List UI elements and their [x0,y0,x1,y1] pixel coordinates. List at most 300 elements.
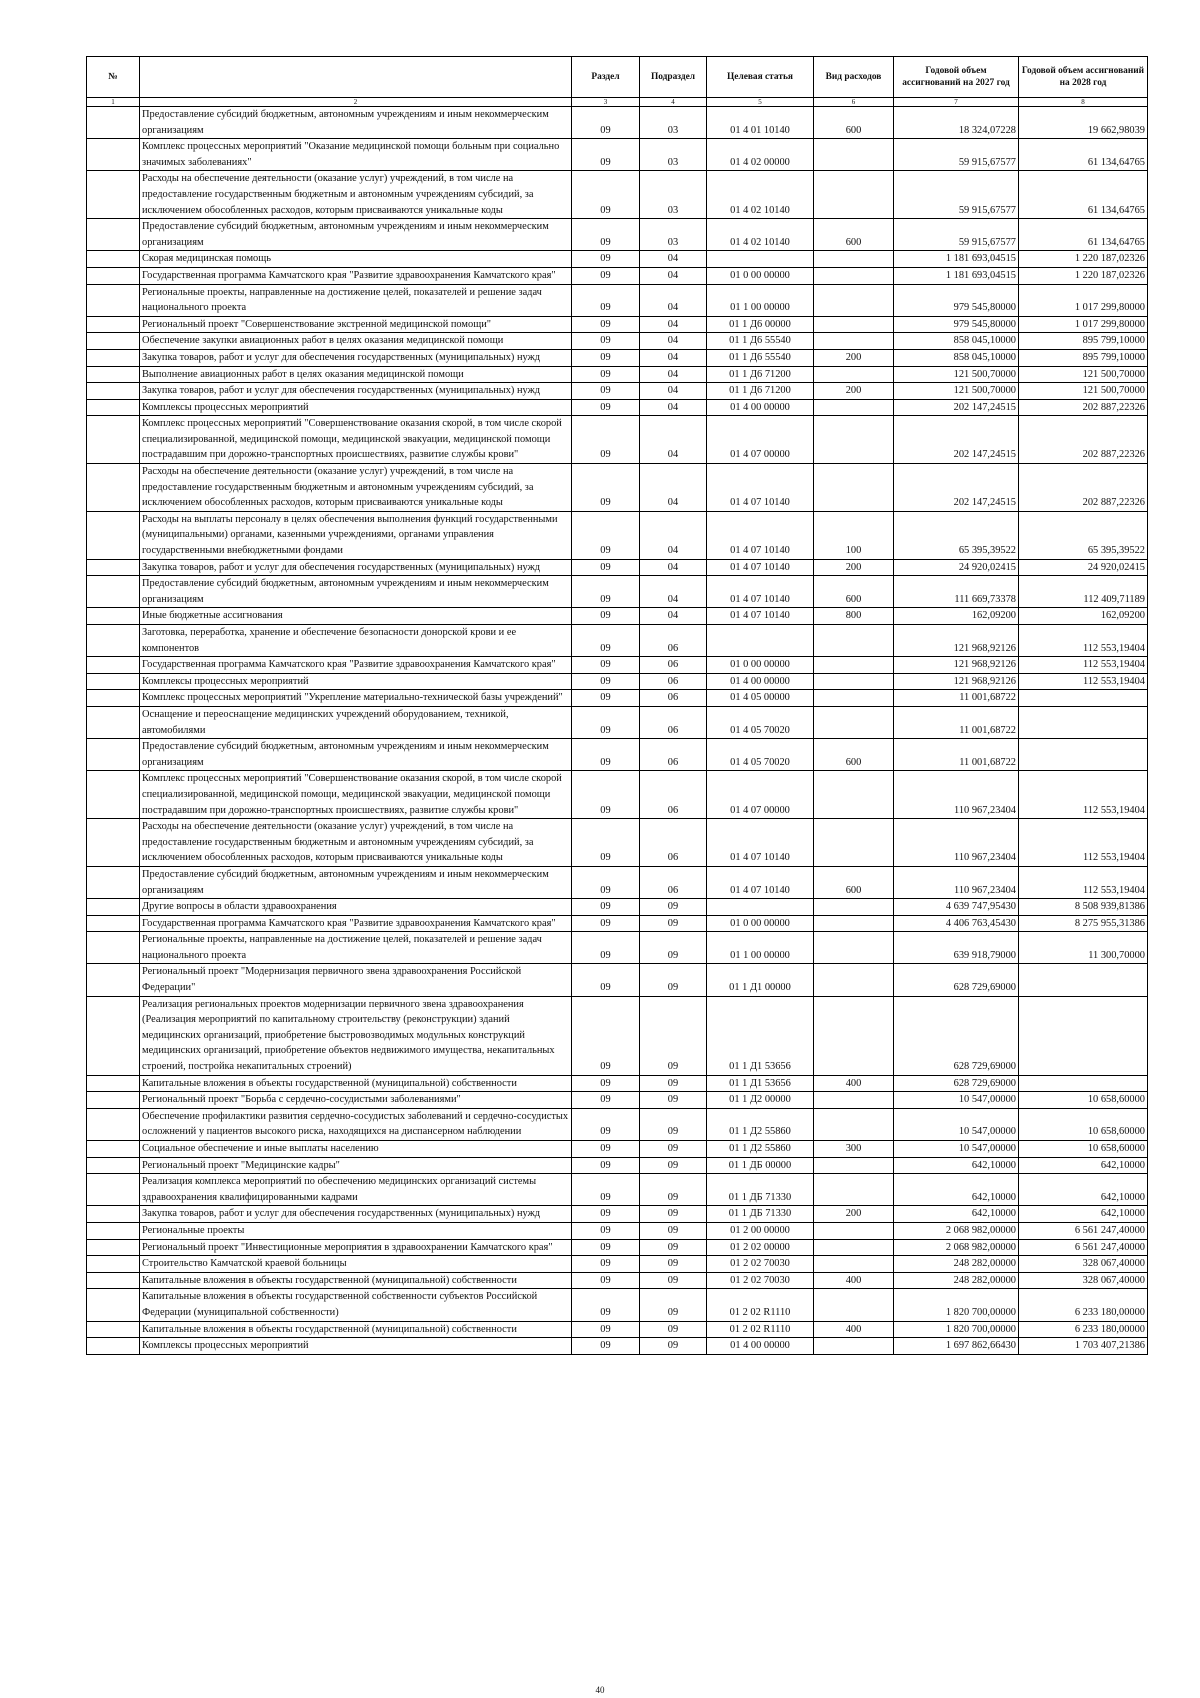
cell-name: Комплекс процессных мероприятий "Совершенствование оказания скорой, в том числе скорой специализированной, медицинской помощи, медицинской эвакуации, медицинской помощи пострадавшим при дорожно-транспортных происшествиях, развитие службы крови" [140,416,572,464]
cell-razdel: 09 [572,511,640,559]
cell-amount-2028: 328 067,40000 [1019,1272,1148,1289]
cell-name: Капитальные вложения в объекты государственной (муниципальной) собственности [140,1272,572,1289]
cell-amount-2028: 65 395,39522 [1019,511,1148,559]
cell-number [87,219,140,251]
table-row [87,366,1148,383]
cell-name: Капитальные вложения в объекты государственной (муниципальной) собственности [140,1075,572,1092]
table-row [87,932,1148,964]
cell-expense-type: 600 [814,107,894,139]
cell-amount-2028: 11 300,70000 [1019,932,1148,964]
cell-expense-type [814,625,894,657]
cell-amount-2027: 1 181 693,04515 [894,267,1019,284]
table-row [87,819,1148,867]
table-row [87,267,1148,284]
cell-expense-type: 600 [814,219,894,251]
cell-amount-2027: 121 968,92126 [894,657,1019,674]
cell-expense-type: 400 [814,1321,894,1338]
table-row [87,690,1148,707]
cell-amount-2027: 162,09200 [894,608,1019,625]
cell-amount-2028: 112 553,19404 [1019,819,1148,867]
cell-expense-type [814,316,894,333]
col-index: 7 [894,98,1019,107]
cell-podrazdel: 03 [640,107,707,139]
table-row [87,1141,1148,1158]
cell-amount-2027: 121 968,92126 [894,673,1019,690]
cell-razdel: 09 [572,1272,640,1289]
cell-podrazdel: 04 [640,511,707,559]
cell-amount-2027: 10 547,00000 [894,1108,1019,1140]
cell-number [87,996,140,1075]
cell-amount-2027: 11 001,68722 [894,706,1019,738]
cell-razdel: 09 [572,1075,640,1092]
cell-number [87,464,140,512]
cell-expense-type: 300 [814,1141,894,1158]
cell-amount-2028: 642,10000 [1019,1206,1148,1223]
table-row [87,625,1148,657]
cell-podrazdel: 09 [640,1206,707,1223]
cell-podrazdel: 04 [640,349,707,366]
cell-amount-2028: 6 233 180,00000 [1019,1321,1148,1338]
cell-name: Оснащение и переоснащение медицинских учреждений оборудованием, техникой, автомобилями [140,706,572,738]
cell-razdel: 09 [572,559,640,576]
table-row [87,399,1148,416]
cell-amount-2027: 24 920,02415 [894,559,1019,576]
cell-amount-2028: 61 134,64765 [1019,219,1148,251]
table-row [87,316,1148,333]
cell-razdel: 09 [572,139,640,171]
cell-amount-2027: 4 406 763,45430 [894,915,1019,932]
cell-name: Закупка товаров, работ и услуг для обеспечения государственных (муниципальных) нужд [140,559,572,576]
cell-amount-2027: 1 820 700,00000 [894,1321,1019,1338]
cell-podrazdel: 09 [640,1256,707,1273]
cell-podrazdel: 04 [640,608,707,625]
cell-number [87,511,140,559]
cell-name: Закупка товаров, работ и услуг для обеспечения государственных (муниципальных) нужд [140,383,572,400]
cell-podrazdel: 09 [640,1222,707,1239]
cell-expense-type: 400 [814,1075,894,1092]
cell-podrazdel: 09 [640,996,707,1075]
cell-razdel: 09 [572,819,640,867]
cell-target-article: 01 4 07 00000 [707,771,814,819]
cell-expense-type: 100 [814,511,894,559]
cell-amount-2027: 642,10000 [894,1174,1019,1206]
table-row [87,171,1148,219]
cell-target-article: 01 4 07 10140 [707,559,814,576]
cell-razdel: 09 [572,219,640,251]
cell-razdel: 09 [572,1108,640,1140]
cell-amount-2027: 2 068 982,00000 [894,1222,1019,1239]
cell-number [87,1206,140,1223]
cell-number [87,399,140,416]
cell-number [87,1321,140,1338]
table-row [87,139,1148,171]
cell-name: Обеспечение закупки авиационных работ в целях оказания медицинской помощи [140,333,572,350]
table-row [87,576,1148,608]
cell-name: Государственная программа Камчатского края "Развитие здравоохранения Камчатского края" [140,657,572,674]
cell-target-article: 01 2 02 70030 [707,1272,814,1289]
cell-number [87,284,140,316]
cell-number [87,771,140,819]
cell-amount-2027: 111 669,73378 [894,576,1019,608]
cell-podrazdel: 09 [640,1174,707,1206]
cell-amount-2028: 112 553,19404 [1019,866,1148,898]
cell-expense-type [814,267,894,284]
cell-name: Предоставление субсидий бюджетным, автономным учреждениям и иным некоммерческим организациям [140,739,572,771]
cell-name: Предоставление субсидий бюджетным, автономным учреждениям и иным некоммерческим организациям [140,107,572,139]
cell-name: Капитальные вложения в объекты государственной (муниципальной) собственности [140,1321,572,1338]
cell-razdel: 09 [572,576,640,608]
table-row [87,464,1148,512]
cell-podrazdel: 09 [640,1108,707,1140]
cell-amount-2028: 202 887,22326 [1019,416,1148,464]
cell-razdel: 09 [572,690,640,707]
cell-amount-2028: 19 662,98039 [1019,107,1148,139]
cell-name: Региональный проект "Совершенствование экстренной медицинской помощи" [140,316,572,333]
cell-razdel: 09 [572,625,640,657]
cell-amount-2028: 10 658,60000 [1019,1108,1148,1140]
cell-amount-2027: 4 639 747,95430 [894,899,1019,916]
cell-number [87,383,140,400]
cell-amount-2027: 1 820 700,00000 [894,1289,1019,1321]
cell-podrazdel: 09 [640,1141,707,1158]
cell-razdel: 09 [572,316,640,333]
cell-name: Расходы на обеспечение деятельности (оказание услуг) учреждений, в том числе на предоставление государственным бюджетным и автономным учреждениям субсидий, за исключением обособленных расходов, которым присваиваются уникальные коды [140,464,572,512]
cell-expense-type: 200 [814,1206,894,1223]
cell-expense-type: 600 [814,739,894,771]
cell-target-article: 01 0 00 00000 [707,915,814,932]
cell-amount-2027: 1 697 862,66430 [894,1338,1019,1355]
cell-target-article: 01 4 02 10140 [707,219,814,251]
cell-number [87,366,140,383]
table-row [87,608,1148,625]
cell-razdel: 09 [572,267,640,284]
cell-name: Расходы на обеспечение деятельности (оказание услуг) учреждений, в том числе на предоставление государственным бюджетным и автономным учреждениям субсидий, за исключением обособленных расходов, которым присваиваются уникальные коды [140,171,572,219]
cell-target-article [707,251,814,268]
cell-podrazdel: 06 [640,771,707,819]
cell-target-article: 01 4 01 10140 [707,107,814,139]
cell-number [87,625,140,657]
cell-number [87,1338,140,1355]
table-row [87,964,1148,996]
cell-expense-type: 400 [814,1272,894,1289]
cell-expense-type: 800 [814,608,894,625]
cell-expense-type [814,1222,894,1239]
col-index: 2 [140,98,572,107]
cell-razdel: 09 [572,1321,640,1338]
table-row [87,657,1148,674]
cell-expense-type [814,657,894,674]
cell-podrazdel: 04 [640,576,707,608]
cell-expense-type [814,399,894,416]
cell-amount-2027: 11 001,68722 [894,690,1019,707]
cell-target-article: 01 4 07 10140 [707,866,814,898]
cell-number [87,964,140,996]
cell-amount-2028: 202 887,22326 [1019,399,1148,416]
cell-number [87,107,140,139]
cell-podrazdel: 06 [640,819,707,867]
cell-name: Скорая медицинская помощь [140,251,572,268]
cell-podrazdel: 06 [640,657,707,674]
cell-amount-2027: 202 147,24515 [894,464,1019,512]
cell-target-article [707,899,814,916]
cell-amount-2027: 248 282,00000 [894,1272,1019,1289]
cell-amount-2027: 248 282,00000 [894,1256,1019,1273]
cell-amount-2028 [1019,739,1148,771]
table-row [87,1206,1148,1223]
cell-number [87,333,140,350]
cell-name: Комплекс процессных мероприятий "Оказание медицинской помощи больным при социально значимых заболеваниях" [140,139,572,171]
cell-name: Комплексы процессных мероприятий [140,1338,572,1355]
cell-amount-2027: 642,10000 [894,1206,1019,1223]
cell-amount-2028: 895 799,10000 [1019,333,1148,350]
column-index-row [87,98,1148,107]
cell-name: Выполнение авиационных работ в целях оказания медицинской помощи [140,366,572,383]
cell-number [87,251,140,268]
cell-target-article: 01 4 00 00000 [707,1338,814,1355]
cell-name: Социальное обеспечение и иные выплаты населению [140,1141,572,1158]
cell-podrazdel: 04 [640,251,707,268]
cell-podrazdel: 03 [640,139,707,171]
col-header-expense-type: Вид расходов [814,57,894,98]
cell-podrazdel: 06 [640,690,707,707]
cell-amount-2027: 858 045,10000 [894,349,1019,366]
cell-number [87,1141,140,1158]
cell-amount-2028: 1 220 187,02326 [1019,251,1148,268]
cell-name: Реализация комплекса мероприятий по обеспечению медицинских организаций системы здравоохранения квалифицированными кадрами [140,1174,572,1206]
cell-expense-type [814,771,894,819]
table-row [87,107,1148,139]
table-row [87,1075,1148,1092]
cell-name: Закупка товаров, работ и услуг для обеспечения государственных (муниципальных) нужд [140,1206,572,1223]
table-row [87,771,1148,819]
cell-name: Комплексы процессных мероприятий [140,399,572,416]
col-header-2027: Годовой объем ассигнований на 2027 год [894,57,1019,98]
cell-razdel: 09 [572,399,640,416]
table-row [87,996,1148,1075]
cell-expense-type [814,333,894,350]
cell-amount-2027: 202 147,24515 [894,416,1019,464]
cell-amount-2028: 112 553,19404 [1019,657,1148,674]
cell-podrazdel: 09 [640,1092,707,1109]
cell-number [87,739,140,771]
cell-amount-2028: 6 233 180,00000 [1019,1289,1148,1321]
cell-podrazdel: 04 [640,399,707,416]
table-header-row [87,57,1148,98]
cell-razdel: 09 [572,771,640,819]
cell-razdel: 09 [572,1174,640,1206]
cell-amount-2028: 10 658,60000 [1019,1141,1148,1158]
table-row [87,1157,1148,1174]
cell-amount-2028 [1019,690,1148,707]
cell-name: Расходы на выплаты персоналу в целях обеспечения выполнения функций государственными (муниципальными) органами, казенными учреждениями, органами управления государственными внебюджетными фондами [140,511,572,559]
col-header-target-article: Целевая статья [707,57,814,98]
cell-razdel: 09 [572,284,640,316]
cell-expense-type: 600 [814,576,894,608]
cell-amount-2028: 642,10000 [1019,1157,1148,1174]
cell-podrazdel: 04 [640,559,707,576]
cell-target-article: 01 4 07 10140 [707,608,814,625]
cell-number [87,819,140,867]
cell-number [87,866,140,898]
cell-amount-2027: 110 967,23404 [894,866,1019,898]
cell-amount-2028: 1 017 299,80000 [1019,284,1148,316]
col-header-number: № [87,57,140,98]
cell-podrazdel: 04 [640,383,707,400]
cell-amount-2027: 121 500,70000 [894,383,1019,400]
cell-expense-type [814,1239,894,1256]
cell-razdel: 09 [572,171,640,219]
cell-amount-2027: 11 001,68722 [894,739,1019,771]
cell-expense-type [814,996,894,1075]
cell-expense-type [814,464,894,512]
cell-amount-2027: 121 500,70000 [894,366,1019,383]
cell-number [87,1092,140,1109]
cell-target-article: 01 0 00 00000 [707,267,814,284]
cell-expense-type [814,416,894,464]
cell-expense-type [814,139,894,171]
cell-amount-2028 [1019,996,1148,1075]
cell-razdel: 09 [572,1141,640,1158]
table-row [87,1092,1148,1109]
cell-target-article: 01 1 Д2 55860 [707,1141,814,1158]
cell-expense-type [814,171,894,219]
table-row [87,333,1148,350]
budget-table [86,56,1148,1355]
cell-number [87,349,140,366]
cell-expense-type [814,899,894,916]
cell-number [87,316,140,333]
cell-name: Предоставление субсидий бюджетным, автономным учреждениям и иным некоммерческим организациям [140,866,572,898]
cell-podrazdel: 06 [640,739,707,771]
cell-number [87,657,140,674]
cell-number [87,416,140,464]
cell-podrazdel: 06 [640,866,707,898]
cell-podrazdel: 04 [640,416,707,464]
cell-razdel: 09 [572,608,640,625]
cell-podrazdel: 09 [640,899,707,916]
cell-target-article: 01 4 05 70020 [707,739,814,771]
table-row [87,1272,1148,1289]
cell-amount-2027: 628 729,69000 [894,964,1019,996]
cell-number [87,1289,140,1321]
cell-expense-type [814,932,894,964]
cell-name: Региональные проекты [140,1222,572,1239]
cell-target-article: 01 1 Д6 71200 [707,366,814,383]
cell-razdel: 09 [572,251,640,268]
cell-podrazdel: 03 [640,219,707,251]
cell-name: Капитальные вложения в объекты государственной собственности субъектов Российской Федерации (муниципальной собственности) [140,1289,572,1321]
table-row [87,1222,1148,1239]
table-row [87,416,1148,464]
cell-podrazdel: 04 [640,366,707,383]
col-index: 4 [640,98,707,107]
cell-razdel: 09 [572,107,640,139]
cell-number [87,690,140,707]
table-row [87,673,1148,690]
cell-expense-type [814,964,894,996]
cell-amount-2027: 628 729,69000 [894,996,1019,1075]
cell-amount-2028: 202 887,22326 [1019,464,1148,512]
cell-razdel: 09 [572,464,640,512]
cell-razdel: 09 [572,1256,640,1273]
cell-name: Комплекс процессных мероприятий "Укрепление материально-технической базы учреждений" [140,690,572,707]
cell-razdel: 09 [572,657,640,674]
cell-name: Региональный проект "Борьба с сердечно-сосудистыми заболеваниями" [140,1092,572,1109]
cell-razdel: 09 [572,866,640,898]
table-row [87,251,1148,268]
cell-podrazdel: 09 [640,932,707,964]
cell-target-article: 01 4 07 10140 [707,819,814,867]
cell-razdel: 09 [572,932,640,964]
cell-expense-type: 200 [814,383,894,400]
cell-amount-2028: 6 561 247,40000 [1019,1222,1148,1239]
cell-target-article: 01 0 00 00000 [707,657,814,674]
cell-target-article: 01 1 Д6 00000 [707,316,814,333]
cell-name: Иные бюджетные ассигнования [140,608,572,625]
cell-number [87,932,140,964]
table-row [87,899,1148,916]
cell-number [87,1256,140,1273]
col-index: 5 [707,98,814,107]
cell-number [87,1222,140,1239]
cell-name: Закупка товаров, работ и услуг для обеспечения государственных (муниципальных) нужд [140,349,572,366]
cell-target-article: 01 2 02 70030 [707,1256,814,1273]
cell-amount-2028: 112 409,71189 [1019,576,1148,608]
cell-amount-2028: 8 508 939,81386 [1019,899,1148,916]
cell-amount-2028: 642,10000 [1019,1174,1148,1206]
cell-podrazdel: 04 [640,316,707,333]
cell-target-article: 01 1 Д2 00000 [707,1092,814,1109]
table-row [87,219,1148,251]
cell-target-article: 01 1 ДБ 71330 [707,1174,814,1206]
cell-target-article: 01 2 02 00000 [707,1239,814,1256]
cell-number [87,899,140,916]
cell-razdel: 09 [572,964,640,996]
cell-target-article: 01 1 ДБ 00000 [707,1157,814,1174]
cell-amount-2027: 639 918,79000 [894,932,1019,964]
cell-razdel: 09 [572,915,640,932]
table-row [87,1289,1148,1321]
col-index: 1 [87,98,140,107]
cell-amount-2028: 1 220 187,02326 [1019,267,1148,284]
cell-expense-type [814,915,894,932]
cell-podrazdel: 06 [640,706,707,738]
budget-document [86,56,1147,1355]
cell-podrazdel: 06 [640,625,707,657]
col-index: 3 [572,98,640,107]
cell-razdel: 09 [572,673,640,690]
cell-amount-2028: 6 561 247,40000 [1019,1239,1148,1256]
table-row [87,511,1148,559]
cell-target-article: 01 2 00 00000 [707,1222,814,1239]
cell-expense-type [814,1256,894,1273]
cell-target-article: 01 1 Д1 53656 [707,1075,814,1092]
cell-name: Реализация региональных проектов модернизации первичного звена здравоохранения (Реализация мероприятий по капитальному строительству (реконструкции) зданий медицинских организаций, приобретение быстровозводимых модульных конструкций медицинских организаций, приобретение объектов недвижимого имущества, некапитальных строений, постройка некапитальных строений) [140,996,572,1075]
cell-podrazdel: 09 [640,1157,707,1174]
cell-name: Комплекс процессных мероприятий "Совершенствование оказания скорой, в том числе скорой специализированной, медицинской помощи, медицинской эвакуации, медицинской помощи пострадавшим при дорожно-транспортных происшествиях, развитие службы крови" [140,771,572,819]
table-row [87,349,1148,366]
cell-number [87,267,140,284]
cell-number [87,706,140,738]
cell-amount-2028: 8 275 955,31386 [1019,915,1148,932]
cell-amount-2027: 110 967,23404 [894,819,1019,867]
table-body [87,107,1148,1355]
cell-razdel: 09 [572,366,640,383]
cell-amount-2028: 112 553,19404 [1019,673,1148,690]
cell-amount-2027: 202 147,24515 [894,399,1019,416]
cell-name: Строительство Камчатской краевой больницы [140,1256,572,1273]
cell-amount-2027: 121 968,92126 [894,625,1019,657]
